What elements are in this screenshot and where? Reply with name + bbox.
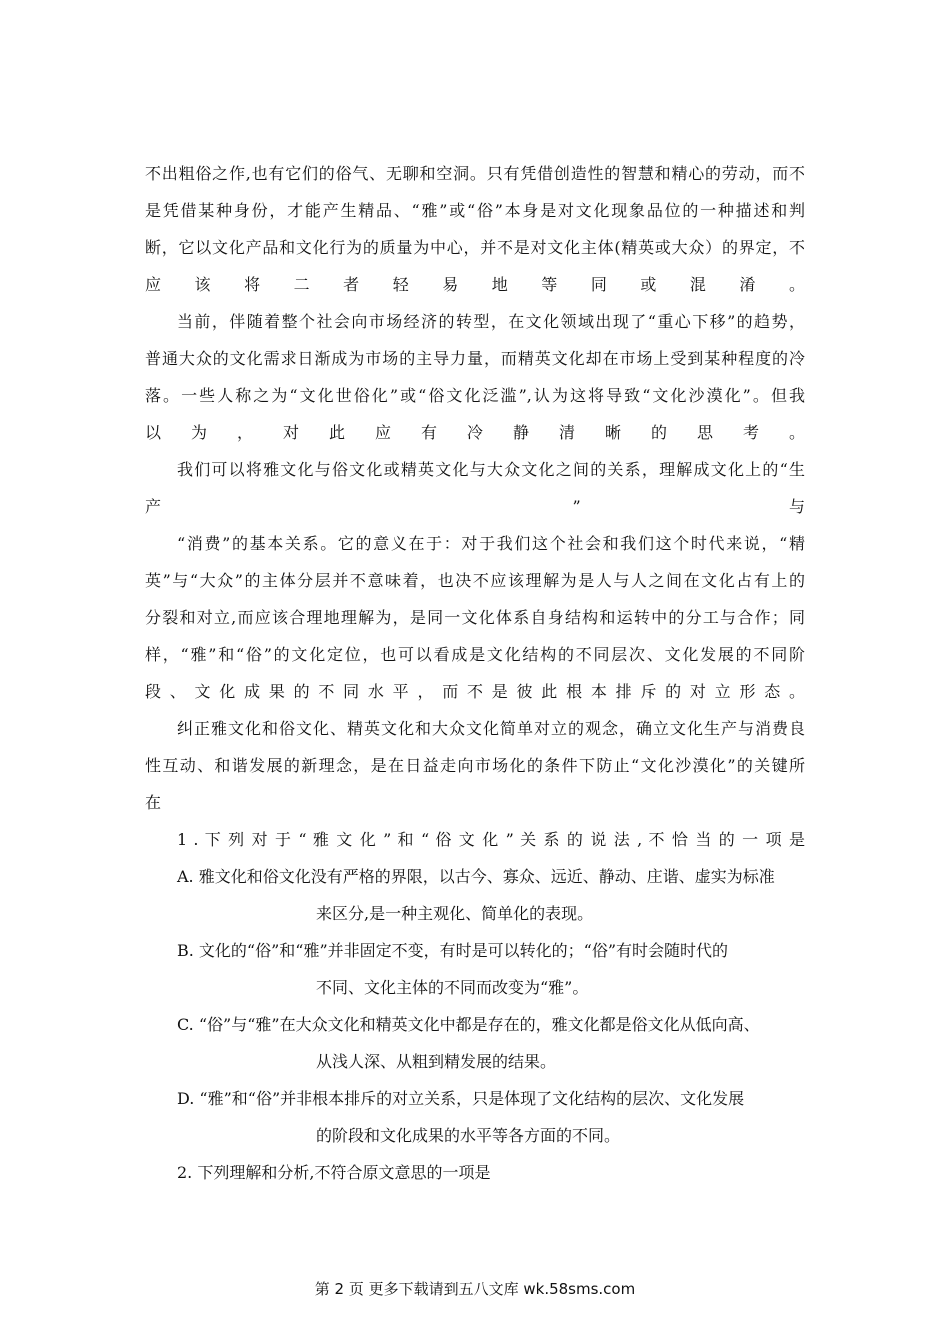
body-line: 在 bbox=[145, 793, 162, 812]
body-line: 以 为 ， 对 此 应 有 冷 静 清 晰 的 思 考 。 bbox=[145, 423, 805, 442]
option-c-line-2: 从浅人深、从粗到精发展的结果。 bbox=[316, 1052, 557, 1071]
question-2-stem: 2. 下列理解和分析,不符合原文意思的一项是 bbox=[177, 1163, 491, 1182]
body-line: 不出粗俗之作,也有它们的俗气、无聊和空洞。只有凭借创造性的智慧和精心的劳动，而不 bbox=[145, 164, 805, 183]
option-b-line-1: B. 文化的“俗”和“雅”并非固定不变，有时是可以转化的；“俗”有时会随时代的 bbox=[177, 941, 729, 960]
option-d-line-2: 的阶段和文化成果的水平等各方面的不同。 bbox=[316, 1126, 621, 1145]
body-line: 段 、 文 化 成 果 的 不 同 水 平 ， 而 不 是 彼 此 根 本 排 斥 的 对 立 形 态 。 bbox=[145, 682, 805, 701]
page-footer: 第 2 页 更多下载请到五八文库 wk.58sms.com bbox=[314, 1280, 636, 1298]
body-line: 普通大众的文化需求日渐成为市场的主导力量，而精英文化却在市场上受到某种程度的冷 bbox=[145, 349, 805, 368]
option-a-line-2: 来区分,是一种主观化、简单化的表现。 bbox=[316, 904, 594, 923]
option-b-line-2: 不同、文化主体的不同而改变为“雅”。 bbox=[316, 978, 589, 997]
body-line: 样，“雅”和“俗”的文化定位，也可以看成是文化结构的不同层次、文化发展的不同阶 bbox=[145, 645, 805, 664]
option-d-line-1: D. “雅”和“俗”并非根本排斥的对立关系，只是体现了文化结构的层次、文化发展 bbox=[177, 1089, 745, 1108]
body-line: 应 该 将 二 者 轻 易 地 等 同 或 混 淆 。 bbox=[145, 275, 805, 294]
body-line: 分裂和对立,而应该合理地理解为，是同一文化体系自身结构和运转中的分工与合作；同 bbox=[145, 608, 805, 627]
question-1-stem: 1 . 下 列 对 于 “ 雅 文 化 ” 和 “ 俗 文 化 ” 关 系 的 说 法 , 不 恰 当 的 一 项 是 bbox=[177, 830, 805, 849]
body-line: “消费”的基本关系。它的意义在于：对于我们这个社会和我们这个时代来说，“精 bbox=[177, 534, 805, 553]
body-line: 产 ” 与 bbox=[145, 497, 805, 516]
body-line: 是凭借某种身份，才能产生精品、“雅”或“俗”本身是对文化现象品位的一种描述和判 bbox=[145, 201, 805, 220]
option-a-line-1: A. 雅文化和俗文化没有严格的界限，以古今、寡众、远近、静动、庄谐、虚实为标准 bbox=[177, 867, 775, 886]
body-line: 纠正雅文化和俗文化、精英文化和大众文化简单对立的观念，确立文化生产与消费良 bbox=[177, 719, 805, 738]
option-c-line-1: C. “俗”与“雅”在大众文化和精英文化中都是存在的，雅文化都是俗文化从低向高、 bbox=[177, 1015, 760, 1034]
body-line: 性互动、和谐发展的新理念，是在日益走向市场化的条件下防止“文化沙漠化”的关键所 bbox=[145, 756, 805, 775]
body-line: 英”与“大众”的主体分层并不意味着，也决不应该理解为是人与人之间在文化占有上的 bbox=[145, 571, 805, 590]
body-line: 断，它以文化产品和文化行为的质量为中心，并不是对文化主体(精英或大众）的界定，不 bbox=[145, 238, 805, 257]
body-line: 我们可以将雅文化与俗文化或精英文化与大众文化之间的关系，理解成文化上的“生 bbox=[177, 460, 805, 479]
body-line: 当前，伴随着整个社会向市场经济的转型，在文化领域出现了“重心下移”的趋势， bbox=[177, 312, 805, 331]
body-line: 落。一些人称之为“文化世俗化”或“俗文化泛滥”,认为这将导致“文化沙漠化”。但我 bbox=[145, 386, 805, 405]
